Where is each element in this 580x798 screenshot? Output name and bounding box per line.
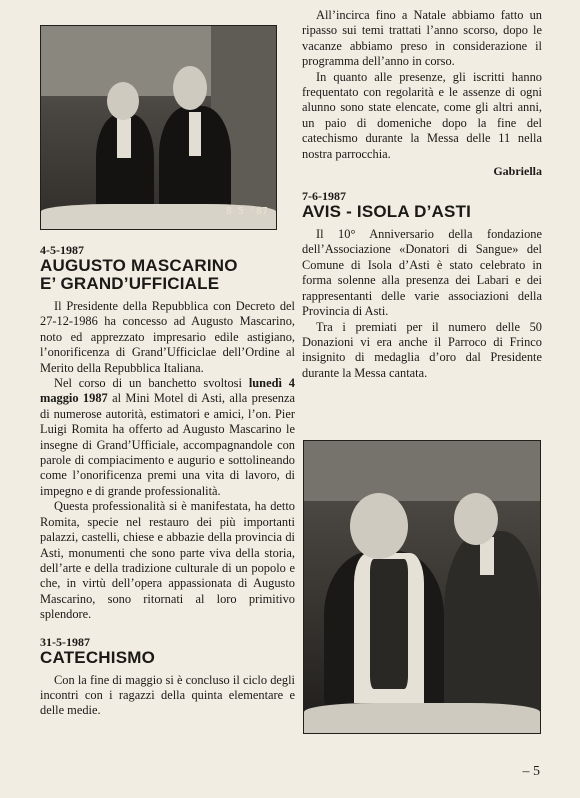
article-headline	[40, 257, 295, 293]
paragraph: Questa professionalità si è manifestata, ha detto Romita, specie nel restauro dei più importanti palazzi, castelli, chiese e abbazie della provincia di Asti, monumenti che sono parte viva della storia, dell’arte e della tradizione culturale di un popolo e che, in virtù dell’opera appassionata di Augusto Mascarino, sono ritornati al loro primitivo splendore.	[40, 499, 295, 622]
article-body	[302, 8, 542, 162]
article-body	[40, 673, 295, 719]
emphasis-date: lunedì 4 maggio 1987	[40, 376, 295, 406]
article-date: 7-6-1987	[302, 189, 346, 204]
article-headline: CATECHISMO	[40, 647, 156, 667]
article-date: 4-5-1987	[40, 243, 84, 257]
article-date: 31-5-1987	[40, 634, 90, 649]
paragraph: Nel corso di un banchetto svoltosi lunedì 4 maggio 1987 al Mini Motel di Asti, alla presenza di numerose autorità, estimatori e amici, l’on. Pier Luigi Romita ha offerto ad Augusto Mascarino le insegne di Grand’Ufficiale, accompagnandole con parole di compiacimento e augurio e sottolineando come l’onorificenza premi una vita di lavoro, di impegno e di grande professionalità.	[40, 376, 295, 498]
page-number: – 5	[522, 764, 540, 779]
banquet-photo	[40, 25, 277, 230]
article-body	[302, 227, 542, 381]
paragraph: All’incirca fino a Natale abbiamo fatto un ripasso sui temi trattati l’anno scorso, dopo le vacanze abbiamo preso in considerazione il programma dell’anno in corso.	[302, 8, 542, 69]
article-body	[40, 299, 295, 623]
author-signature: Gabriella	[493, 164, 542, 179]
photo-date-stamp: 8 5 '87	[225, 206, 268, 217]
paragraph: Il Presidente della Repubblica con Decreto del 27-12-1986 ha concesso ad Augusto Mascarino, noto ed apprezzato impresario edile astigiano, l’onorificenza di Grand’Ufficiclae dell’Ordine al Merito della Repubblica Italiana.	[40, 299, 295, 375]
medal-ceremony-photo	[303, 440, 541, 734]
article-headline: AVIS - ISOLA D’ASTI	[302, 202, 472, 222]
headline-line: AUGUSTO MASCARINO	[40, 256, 238, 275]
paragraph: Con la fine di maggio si è concluso il ciclo degli incontri con i ragazzi della quinta elementare e delle medie.	[40, 672, 295, 718]
headline-line: E’ GRAND’UFFICIALE	[40, 274, 220, 293]
paragraph: Il 10° Anniversario della fondazione dell’Associazione «Donatori di Sangue» del Comune di Isola d’Asti è stato celebrato in forma solenne alla presenza dei Labari e dei rappresentanti delle varie associazioni della Provincia di Asti.	[302, 227, 542, 319]
paragraph: Tra i premiati per il numero delle 50 Donazioni vi era anche il Parroco di Frinco insignito di medaglia d’oro dal Presidente durante la Messa cantata.	[302, 319, 542, 380]
paragraph: In quanto alle presenze, gli iscritti hanno frequentato con regolarità e le assenze di ogni alunno sono state elencate, come gli altri anni, un paio di domeniche dopo la fine del catechismo durante la Messa delle 11 nella nostra parrocchia.	[302, 69, 542, 161]
